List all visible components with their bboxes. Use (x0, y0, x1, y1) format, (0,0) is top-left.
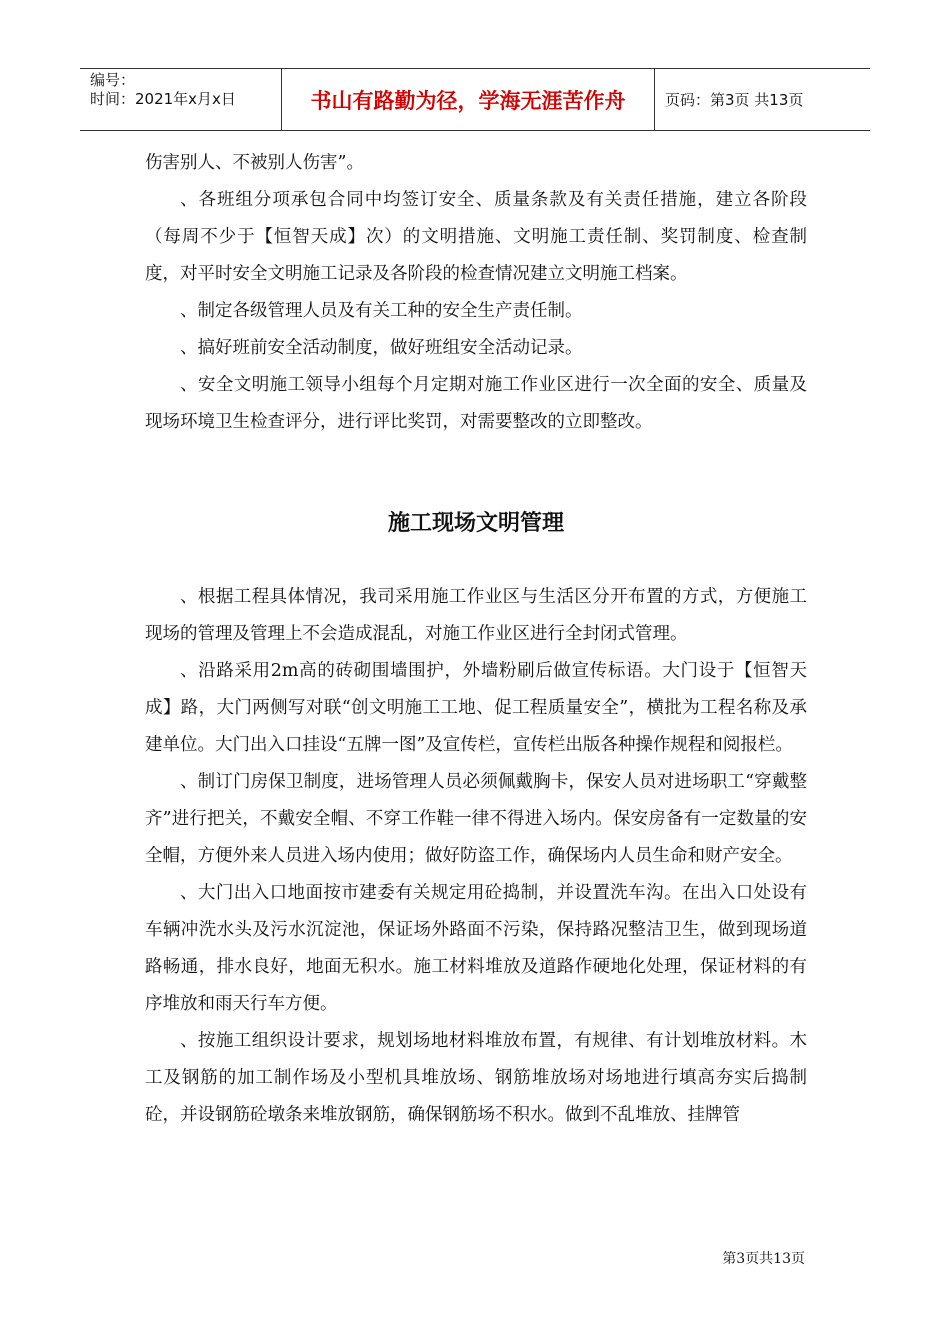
paragraph: 、制订门房保卫制度，进场管理人员必须佩戴胸卡，保安人员对进场职工“穿戴整齐”进行把关，不戴安全帽、不穿工作鞋一律不得进入场内。保安房备有一定数量的安全帽，方便外来人员进入场内使用；做好防盗工作，确保场内人员生命和财产安全。 (145, 772, 807, 866)
paragraph: 、制定各级管理人员及有关工种的安全生产责任制。 (180, 301, 583, 321)
document-body (145, 145, 807, 1134)
page-header (80, 68, 870, 131)
time-label: 时间：2021年x月x日 (90, 90, 236, 108)
paragraph: 、各班组分项承包合同中均签订安全、质量条款及有关责任措施，建立各阶段（每周不少于【恒智天成】次）的文明措施、文明施工责任制、奖罚制度、检查制度，对平时安全文明施工记录及各阶段的检查情况建立文明施工档案。 (145, 190, 807, 284)
paragraph: 、安全文明施工领导小组每个月定期对施工作业区进行一次全面的安全、质量及现场环境卫生检查评分，进行评比奖罚，对需要整改的立即整改。 (145, 375, 807, 432)
header-motto: 书山有路勤为径，学海无涯苦作舟 (282, 69, 655, 130)
page-footer: 第3页共13页 (722, 1251, 805, 1267)
number-label: 编号： (90, 71, 136, 89)
header-page-info: 页码：第3页 共13页 (665, 91, 804, 109)
paragraph: 、按施工组织设计要求，规划场地材料堆放布置，有规律、有计划堆放材料。木工及钢筋的加工制作场及小型机具堆放场、钢筋堆放场对场地进行填高夯实后捣制砼，并设钢筋砼墩条来堆放钢筋，确保钢筋场不积水。做到不乱堆放、挂牌管 (145, 1031, 807, 1125)
paragraph: 、大门出入口地面按市建委有关规定用砼捣制，并设置洗车沟。在出入口处设有车辆冲洗水头及污水沉淀池，保证场外路面不污染，保持路况整洁卫生，做到现场道路畅通，排水良好，地面无积水。施工材料堆放及道路作硬地化处理，保证材料的有序堆放和雨天行车方便。 (145, 883, 807, 1014)
section-title: 施工现场文明管理 (387, 511, 564, 536)
paragraph: 、搞好班前安全活动制度，做好班组安全活动记录。 (180, 338, 583, 358)
paragraph: 伤害别人、不被别人伤害”。 (145, 153, 364, 173)
paragraph: 、根据工程具体情况，我司采用施工作业区与生活区分开布置的方式，方便施工现场的管理及管理上不会造成混乱，对施工作业区进行全封闭式管理。 (145, 587, 807, 644)
header-meta (80, 69, 282, 130)
paragraph: 、沿路采用2m高的砖砌围墙围护，外墙粉刷后做宣传标语。大门设于【恒智天成】路，大门两侧写对联“创文明施工工地、促工程质量安全”，横批为工程名称及承建单位。大门出入口挂设“五牌一图”及宣传栏，宣传栏出版各种操作规程和阅报栏。 (145, 661, 807, 755)
